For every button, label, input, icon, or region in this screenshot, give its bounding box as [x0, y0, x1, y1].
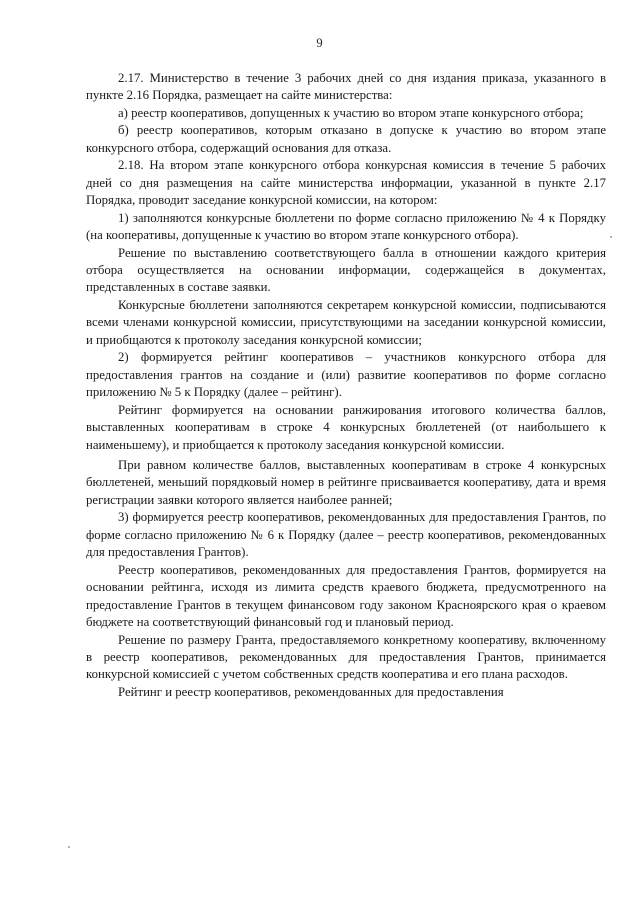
- paragraph-rating: Рейтинг формируется на основании ранжирования итогового количества баллов, выставленных кооперативам в строке 4 конкурсных бюллетеней (от наибольшего к наименьшему), и приобщается к протоколу заседания конкурсной комиссии.: [86, 402, 606, 452]
- paragraph-item-b: б) реестр кооперативов, которым отказано в допуске к участию во втором этапе конкурсного отбора, содержащий основания для отказа.: [86, 123, 606, 155]
- paragraph-item-2: 2) формируется рейтинг кооперативов – участников конкурсного отбора для предоставления грантов на создание и (или) развитие кооперативов по форме согласно приложению № 5 к Порядку (далее – рейтинг).: [86, 350, 606, 400]
- paragraph-registry: Реестр кооперативов, рекомендованных для предоставления Грантов, формируется на основании рейтинга, исходя из лимита средств краевого бюджета, предусмотренного на предоставление Грантов в текущем финансовом году законом Красноярского края о краевом бюджете на соответствующий финансовый год и плановый период.: [86, 562, 606, 630]
- paragraph-item-1: 1) заполняются конкурсные бюллетени по форме согласно приложению № 4 к Порядку (на кооперативы, допущенные к участию во втором этапе конкурсного отбора).: [86, 210, 606, 243]
- paragraph-grant-size: Решение по размеру Гранта, предоставляемого конкретному кооперативу, включенному в реестр кооперативов, рекомендованных для предоставления Грантов, принимается конкурсной комиссией с учетом собственных средств кооператива и его плана расходов.: [86, 632, 606, 682]
- paragraph-2-18: 2.18. На втором этапе конкурсного отбора конкурсная комиссия в течение 5 рабочих дней со дня размещения на сайте министерства информации, указанной в пункте 2.17 Порядка, проводит заседание конкурсной комиссии, на котором:: [86, 158, 606, 208]
- paragraph-ballots: Конкурсные бюллетени заполняются секретарем конкурсной комиссии, подписываются всеми членами конкурсной комиссии, присутствующими на заседании конкурсной комиссии, и приобщаются к протоколу заседания конкурсной комиссии;: [86, 297, 606, 347]
- paragraph-item-a: а) реестр кооперативов, допущенных к участию во втором этапе конкурсного отбора;: [118, 105, 584, 120]
- paragraph-2-17: 2.17. Министерство в течение 3 рабочих дней со дня издания приказа, указанного в пункте 2.16 Порядка, размещает на сайте министерства:: [86, 71, 606, 103]
- paragraph-item-3: 3) формируется реестр кооперативов, рекомендованных для предоставления Грантов, по форме согласно приложению № 6 к Порядку (далее – реестр кооперативов, рекомендованных для предоставления Грантов).: [86, 510, 606, 560]
- paragraph-rating-and-registry: Рейтинг и реестр кооперативов, рекомендованных для предоставления: [118, 684, 504, 699]
- page-number: 9: [316, 36, 323, 50]
- paragraph-score-decision: Решение по выставлению соответствующего балла в отношении каждого критерия отбора осуществляется на основании информации, содержащейся в документах, представленных в составе заявки.: [86, 245, 606, 295]
- paragraph-equal-scores: При равном количестве баллов, выставленных кооперативам в строке 4 конкурсных бюллетеней, меньший порядковый номер в рейтинге присваивается кооперативу, дата и время регистрации заявки которого является наиболее ранней;: [86, 457, 606, 507]
- document-body: [86, 70, 606, 701]
- scan-speck: [68, 846, 70, 848]
- scan-speck: [610, 236, 612, 238]
